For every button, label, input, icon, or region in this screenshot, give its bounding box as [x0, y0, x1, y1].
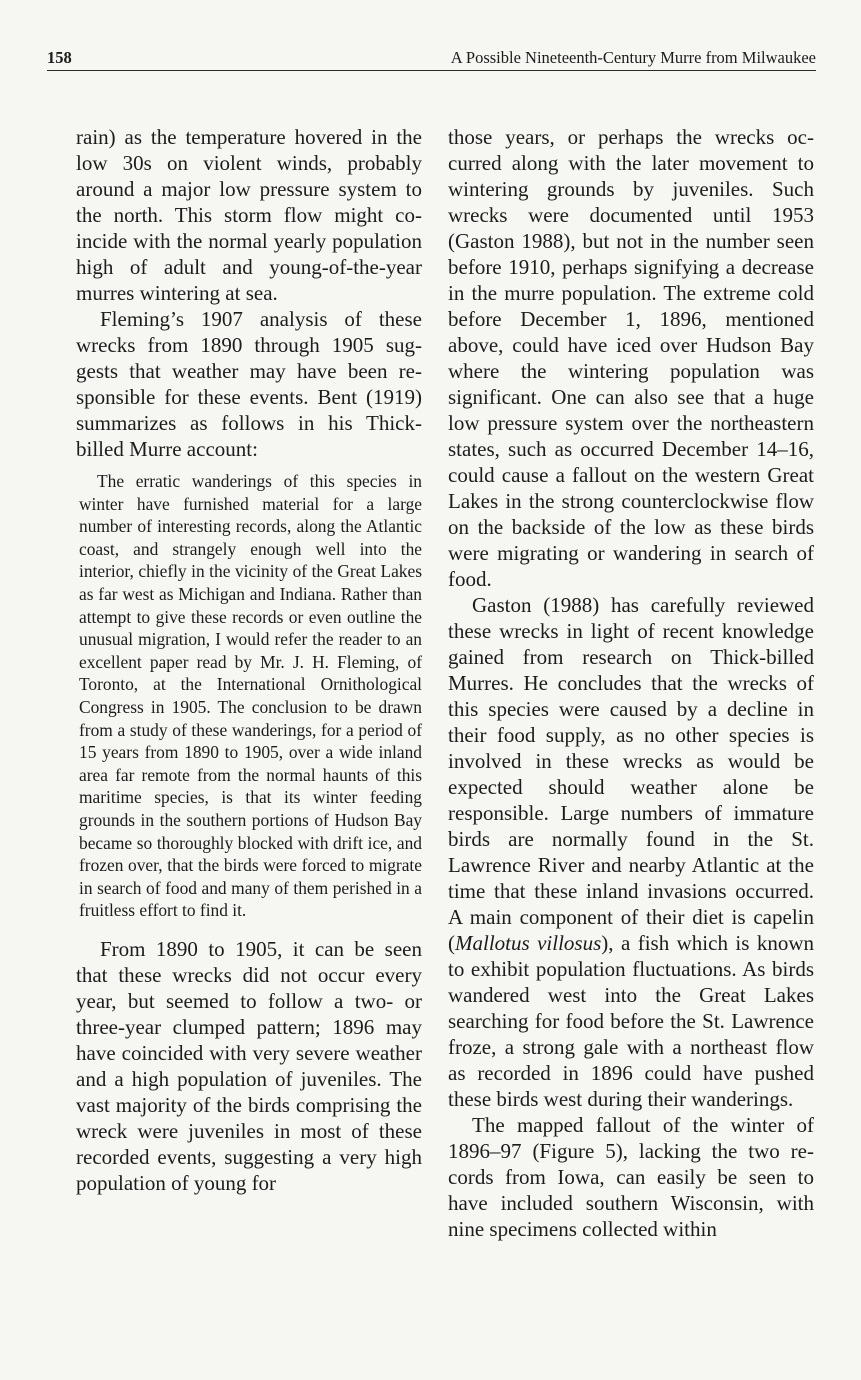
right-column: [448, 124, 814, 1242]
block-quote-text: The erratic wanderings of this species in winter have furnished material for a large number of interesting records, along the Atlantic coast, and strangely enough well into the interior, chiefly in the vicinity of the Great Lakes as far west as Michigan and Indiana. Rather than attempt to give these records or even outline the unusual migration, I would refer the reader to an excellent paper read by Mr. J. H. Fleming, of Toronto, at the International Ornithological Congress in 1905. The conclusion to be drawn from a study of these wanderings, for a period of 15 years from 1890 to 1905, over a wide inland area far remote from the normal haunts of this maritime species, is that its winter feeding grounds in the southern portions of Hudson Bay became so thoroughly blocked with drift ice, and frozen over, that the birds were forced to migrate in search of food and many of them perished in a fruitless effort to find it.: [79, 471, 422, 921]
running-head-title: A Possible Nineteenth-Century Murre from Milwaukee: [450, 48, 816, 67]
right-paragraph-3: The mapped fallout of the winter of 1896–97 (Figure 5), lacking the two records from Iowa, can easily be seen to have included southern Wisconsin, with nine specimens collected within: [448, 1113, 814, 1241]
running-header: [47, 44, 816, 71]
left-paragraph-1: rain) as the temperature hovered in the low 30s on violent winds, probably around a major low pressure system to the north. This storm flow might coincide with the normal yearly population high of adult and young-of-the-year murres wintering at sea.: [76, 125, 422, 305]
left-paragraph-2: Fleming’s 1907 analysis of these wrecks from 1890 through 1905 suggests that weather may have been responsible for these events. Bent (1919) summarizes as follows in his Thick-billed Murre account:: [76, 307, 422, 461]
page-number: 158: [47, 48, 72, 67]
species-name-italic: Mallotus villosus: [455, 931, 602, 955]
right-paragraph-2: [448, 592, 814, 1112]
right-paragraph-2-part-2: ), a fish which is known to exhibit population fluctuations. As birds wandered west into the Great Lakes searching for food before the St. Lawrence froze, a strong gale with a northeast flow as recorded in 1896 could have pushed these birds west during their wanderings.: [448, 931, 814, 1111]
right-paragraph-1: those years, or perhaps the wrecks occurred along with the later movement to wintering grounds by juveniles. Such wrecks were documented until 1953 (Gaston 1988), but not in the number seen before 1910, perhaps signifying a decrease in the murre population. The extreme cold before December 1, 1896, mentioned above, could have iced over Hudson Bay where the wintering population was significant. One can also see that a huge low pressure system over the northeastern states, such as occurred December 14–16, could cause a fallout on the western Great Lakes in the strong counterclockwise flow on the backside of the low as these birds were migrating or wandering in search of food.: [448, 125, 814, 591]
left-paragraph-3: From 1890 to 1905, it can be seen that these wrecks did not occur every year, but seemed to follow a two- or three-year clumped pattern; 1896 may have coincided with very severe weather and a high population of juveniles. The vast majority of the birds comprising the wreck were juveniles in most of these recorded events, suggesting a very high population of young for: [76, 936, 422, 1195]
left-column: [76, 124, 422, 1196]
right-paragraph-2-part-1: Gaston (1988) has carefully reviewed these wrecks in light of recent knowledge gained from research on Thick-billed Murres. He concludes that the wrecks of this species were caused by a decline in their food supply, as no other species is involved in these wrecks as would be expected should weather alone be responsible. Large numbers of immature birds are normally found in the St. Lawrence River and nearby Atlantic at the time that these inland invasions occurred. A main component of their diet is capelin (: [448, 593, 814, 955]
block-quote: [79, 470, 422, 922]
